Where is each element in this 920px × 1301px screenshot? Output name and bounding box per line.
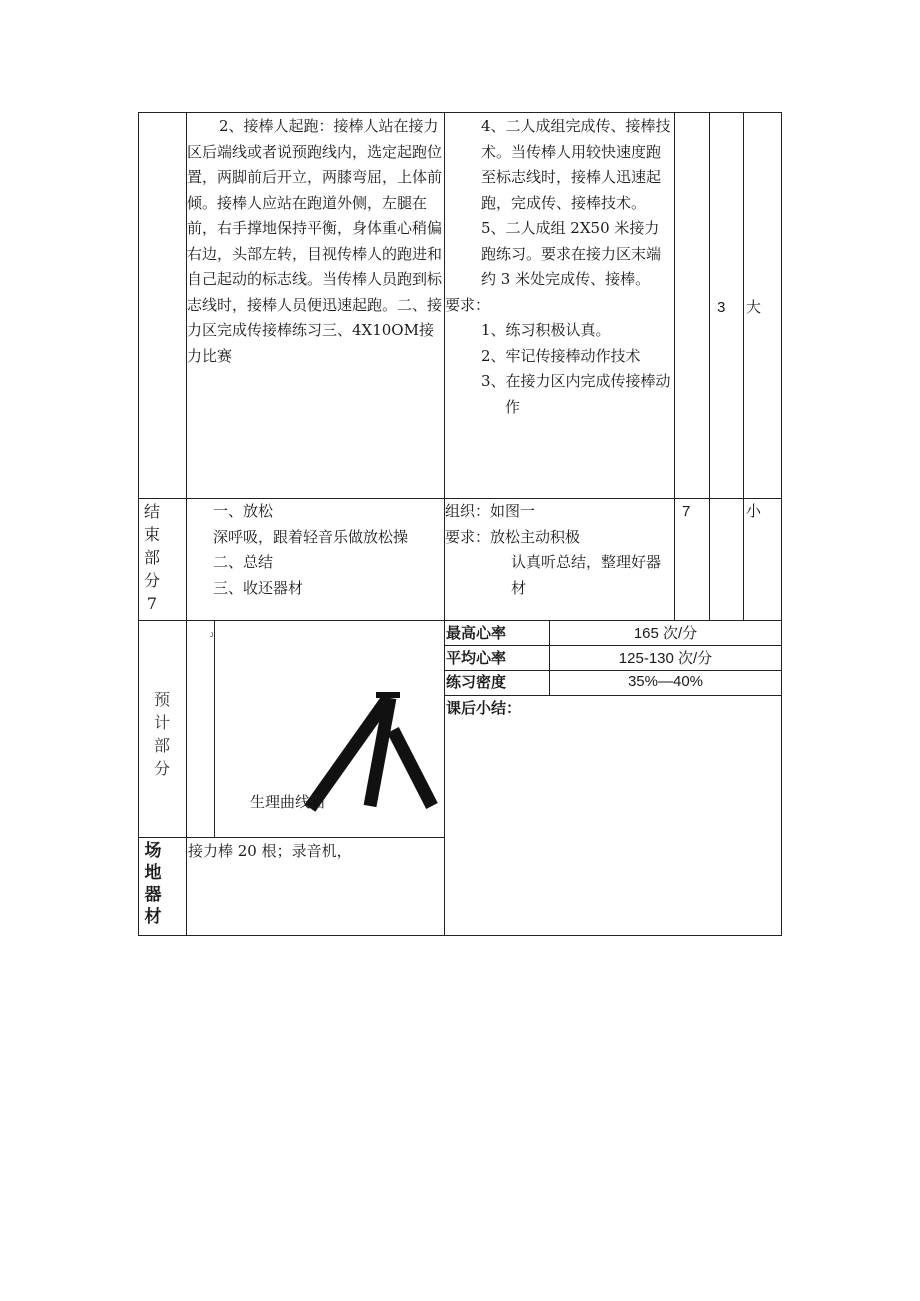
ending-summary-title: 二、总结 bbox=[213, 553, 274, 571]
stat-avg-label: 平均心率 bbox=[446, 649, 507, 667]
ending-relax-title: 一、放松 bbox=[213, 502, 274, 520]
method-item-5: 5、二人成组 2X50 米接力跑练习。要求在接力区末端约 3 米处完成传、接棒。 bbox=[481, 219, 662, 288]
tiny-mark: J bbox=[210, 633, 213, 639]
venue-content: 接力棒 20 根；录音机， bbox=[188, 842, 352, 860]
stat-max-label: 最高心率 bbox=[446, 624, 507, 642]
ending-method-cell bbox=[445, 499, 673, 601]
ending-count: 7 bbox=[682, 503, 691, 520]
stat-avg-value: 125-130 次/分 bbox=[618, 650, 713, 667]
main-content-cell bbox=[187, 114, 442, 369]
ending-section-label: 结束部分7 bbox=[143, 502, 160, 613]
ending-relax-desc: 深呼吸，跟着轻音乐做放松操 bbox=[213, 527, 409, 546]
venue-section-label: 场地器材 bbox=[144, 841, 162, 926]
stat-density-value: 35%—40% bbox=[627, 673, 704, 690]
requirements-label: 要求： bbox=[445, 295, 491, 314]
curve-caption: 生理曲线图 bbox=[250, 793, 326, 811]
requirement-item: 1、练习积极认真。 bbox=[481, 321, 611, 339]
requirement-item: 2、牢记传接棒动作技术 bbox=[481, 346, 641, 365]
ending-content-cell bbox=[187, 499, 442, 620]
main-count: 3 bbox=[717, 299, 726, 316]
stat-density-label: 练习密度 bbox=[446, 673, 507, 691]
main-method-cell bbox=[445, 114, 673, 420]
main-content-text: 2、接棒人起跑：接棒人站在接力区后端线或者说预跑线内，选定起跑位置，两脚前后开立，两膝弯屈，上体前倾。接棒人应站在跑道外侧，左腿在前，右手撑地保持平衡，身体重心稍偏右边，头部左转，目视传棒人的跑进和自己起动的标志线。当传棒人员跑到标志线时，接棒人员便迅速起跑。二、接力区完成传接棒练习三、4X10OM接力比赛 bbox=[187, 117, 443, 365]
requirement-item: 3、在接力区内完成传接棒动作 bbox=[481, 372, 671, 416]
method-item-4: 4、二人成组完成传、接棒技术。当传棒人用较快速度跑至标志线时，接棒人迅速起跑，完成传、接棒技术。 bbox=[481, 117, 671, 212]
stat-max-value: 165 次/分 bbox=[633, 625, 698, 642]
ending-req2: 认真听总结，整理好器材 bbox=[511, 553, 662, 597]
ending-intensity: 小 bbox=[746, 502, 762, 520]
ending-collect-title: 三、收还器材 bbox=[213, 578, 304, 597]
after-class-summary-label: 课后小结： bbox=[446, 699, 522, 717]
ending-org: 组织：如图一 bbox=[445, 502, 536, 520]
forecast-section-label: 预计部分 bbox=[153, 690, 170, 778]
main-intensity: 大 bbox=[746, 298, 762, 316]
ending-req1: 要求：放松主动积极 bbox=[445, 527, 581, 546]
